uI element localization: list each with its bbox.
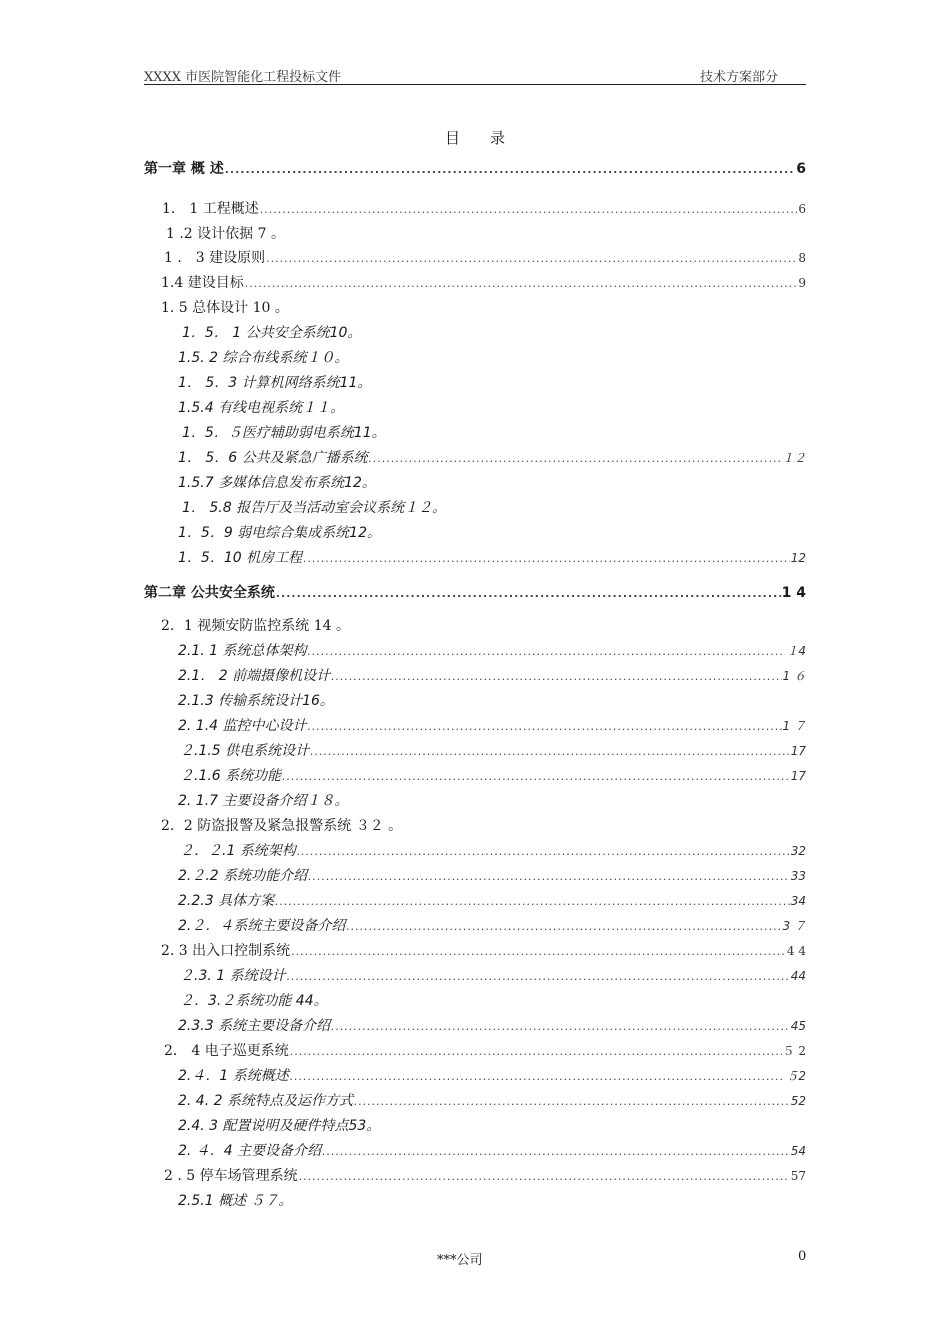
toc-entry[interactable] [182,322,361,342]
footer-page-number: 0 [798,1249,807,1264]
toc-leader-dots [308,720,782,733]
toc-entry[interactable] [164,1040,806,1060]
toc-entry-label: 1．5．9 弱电综合集成系统12。 [178,525,381,541]
toc-entry[interactable] [161,272,806,292]
toc-entry-page: ５ 2 [782,1044,806,1058]
toc-entry-label: 2. 4. 2 系统特点及运作方式 [178,1093,353,1109]
toc-entry-page: 1 4 [781,585,806,601]
toc-entry-label: 2.2.3 具体方案 [178,893,275,909]
toc-entry-label: ２.1.5 供电系统设计 [180,743,310,759]
toc-entry-page: 45 [790,1019,806,1033]
toc-entry-label: 2. 3 出入口控制系统 [161,943,291,959]
toc-entry-page: 17 [790,769,806,783]
toc-entry-page: 9 [798,276,806,290]
toc-entry[interactable] [180,740,806,760]
toc-entry[interactable] [178,640,806,660]
toc-entry[interactable] [161,940,806,960]
toc-entry-label: 2.1. 1 系统总体架构 [178,643,307,659]
toc-entry[interactable] [178,1115,380,1135]
toc-entry-label: 2.２.2 系统功能介绍 [178,868,308,884]
page-header [144,64,806,85]
toc-entry-label: 1.5.4 有线电视系统１１。 [178,400,345,416]
header-document-title: XXXX 市医院智能化工程投标文件 [144,70,342,85]
toc-entry-label: 1 ． 3 建设原则 [164,250,266,266]
toc-entry-page: １２ [781,451,806,465]
toc-entry[interactable] [180,765,806,785]
toc-entry[interactable] [180,965,806,985]
toc-leader-dots [225,163,796,176]
toc-entry-label: 2．1 视频安防监控系统 14 。 [161,618,350,634]
toc-entry[interactable] [166,223,285,243]
toc-leader-dots [369,452,781,465]
toc-leader-dots [310,745,790,758]
toc-entry-page: 33 [790,869,806,883]
toc-entry-page: 8 [798,251,806,265]
toc-entry-page: 6 [796,161,806,177]
toc-entry[interactable] [178,397,344,417]
toc-leader-dots [308,645,786,658]
toc-entry-label: 2.４．1 系统概述 [178,1068,289,1084]
toc-entry[interactable] [144,158,806,178]
toc-title: 目录 [444,129,535,147]
toc-entry-label: 2.4. 3 配置说明及硬件特点53。 [178,1118,381,1134]
toc-entry-label: 1． 5.8 报告厅及当活动室会议系统１２。 [182,500,447,516]
toc-entry-page: 52 [790,1094,806,1108]
header-section-name: 技术方案部分 [699,70,778,85]
toc-entry[interactable] [178,690,334,710]
toc-entry[interactable] [164,1165,806,1185]
toc-entry-page: １4 [786,644,806,658]
toc-entry[interactable] [180,840,806,860]
toc-entry-page: 3 ７ [782,919,806,933]
toc-leader-dots [299,1170,790,1183]
toc-entry[interactable] [182,422,386,442]
toc-entry-label: 2. 1.7 主要设备介绍１８。 [178,793,349,809]
toc-entry-page: 6 [798,202,806,216]
toc-entry-label: 1.4 建设目标 [161,275,244,291]
toc-leader-dots [322,1145,790,1158]
toc-entry-label: 2.1． 2 前端摄像机设计 [178,668,331,684]
toc-entry[interactable] [182,497,446,517]
toc-entry-label: 第二章 公共安全系统 [144,585,275,601]
toc-entry[interactable] [178,715,806,735]
toc-entry-label: 1． 1 工程概述 [162,201,259,217]
toc-leader-dots [303,552,790,565]
toc-leader-dots [297,845,790,858]
toc-entry[interactable] [178,447,806,467]
toc-entry[interactable] [178,522,381,542]
toc-entry-label: 1.5.7 多媒体信息发布系统12。 [178,475,376,491]
toc-entry-label: 1． 5．6 公共及紧急广播系统 [178,450,368,466]
toc-entry-label: 2．2 防盗报警及紧急报警系统 ３２ 。 [161,818,403,834]
toc-entry[interactable] [178,1015,806,1035]
toc-entry-label: 1．5． 1 公共安全系统10。 [182,325,362,341]
toc-entry[interactable] [178,1140,806,1160]
toc-entry-label: 1. 5 总体设计 10 。 [161,300,289,316]
toc-entry[interactable] [178,915,806,935]
toc-entry[interactable] [178,790,349,810]
toc-entry[interactable] [178,1190,293,1210]
toc-entry[interactable] [178,890,806,910]
toc-entry-label: ２．２.1 系统架构 [180,843,296,859]
toc-leader-dots [331,1020,790,1033]
toc-entry[interactable] [164,247,806,267]
toc-leader-dots [245,277,798,290]
toc-leader-dots [354,1095,790,1108]
toc-entry[interactable] [180,990,328,1010]
toc-entry-page: 4 4 [786,944,806,958]
toc-entry[interactable] [161,297,289,317]
toc-entry-label: 2. ４．4 主要设备介绍 [178,1143,322,1159]
toc-entry-label: 1.5. 2 综合布线系统１０。 [178,350,349,366]
toc-leader-dots [290,1070,786,1083]
toc-leader-dots [275,895,790,908]
toc-entry-page: 1 ６ [782,669,806,683]
toc-entry-label: 2.5.1 概述 ５７。 [178,1193,293,1209]
toc-entry[interactable] [144,582,806,602]
toc-entry-page: 54 [790,1144,806,1158]
toc-leader-dots [266,252,797,265]
toc-entry-label: 2. 1.4 监控中心设计 [178,718,307,734]
toc-entry-label: 1．5．10 机房工程 [178,550,303,566]
toc-entry-page: ５2 [786,1069,806,1083]
toc-entry[interactable] [162,198,806,218]
toc-entry[interactable] [178,665,806,685]
toc-entry-label: ２.3. 1 系统设计 [180,968,286,984]
toc-entry[interactable] [161,815,402,835]
toc-entry-page: 17 [790,744,806,758]
toc-entry-label: 2.3.3 系统主要设备介绍 [178,1018,331,1034]
toc-leader-dots [346,920,781,933]
toc-entry-page: 1 ７ [782,719,806,733]
toc-entry-page: 12 [790,551,806,565]
toc-entry-label: 1 .2 设计依据 7 。 [166,226,285,242]
footer-company: ***公司 [437,1253,483,1268]
toc-entry-page: 34 [790,894,806,908]
toc-entry-label: 第一章 概 述 [144,161,224,177]
toc-leader-dots [287,970,790,983]
toc-entry-label: ２.1.6 系统功能 [180,768,282,784]
toc-entry[interactable] [178,472,376,492]
toc-entry-label: ２．3.２系统功能 44。 [180,993,328,1009]
toc-entry-label: 1． 5．3 计算机网络系统11。 [178,375,372,391]
toc-leader-dots [276,587,781,600]
toc-entry-label: 2． 4 电子巡更系统 [164,1043,289,1059]
toc-entry[interactable] [161,615,350,635]
toc-leader-dots [290,1045,782,1058]
toc-entry-page: 57 [790,1169,806,1183]
toc-entry-page: 44 [790,969,806,983]
toc-leader-dots [282,770,790,783]
toc-entry-label: 1．5．５医疗辅助弱电系统11。 [182,425,386,441]
toc-entry[interactable] [178,372,371,392]
toc-leader-dots [308,870,790,883]
toc-entry-label: 2 . 5 停车场管理系统 [164,1168,298,1184]
toc-leader-dots [291,945,786,958]
toc-entry-page: 32 [790,844,806,858]
toc-entry-label: 2.２．４系统主要设备介绍 [178,918,346,934]
toc-leader-dots [260,203,798,216]
toc-entry[interactable] [178,1090,806,1110]
toc-entry[interactable] [178,865,806,885]
toc-entry[interactable] [178,1065,806,1085]
toc-entry[interactable] [178,547,806,567]
toc-entry-label: 2.1.3 传输系统设计16。 [178,693,334,709]
toc-leader-dots [331,670,781,683]
toc-entry[interactable] [178,347,349,367]
